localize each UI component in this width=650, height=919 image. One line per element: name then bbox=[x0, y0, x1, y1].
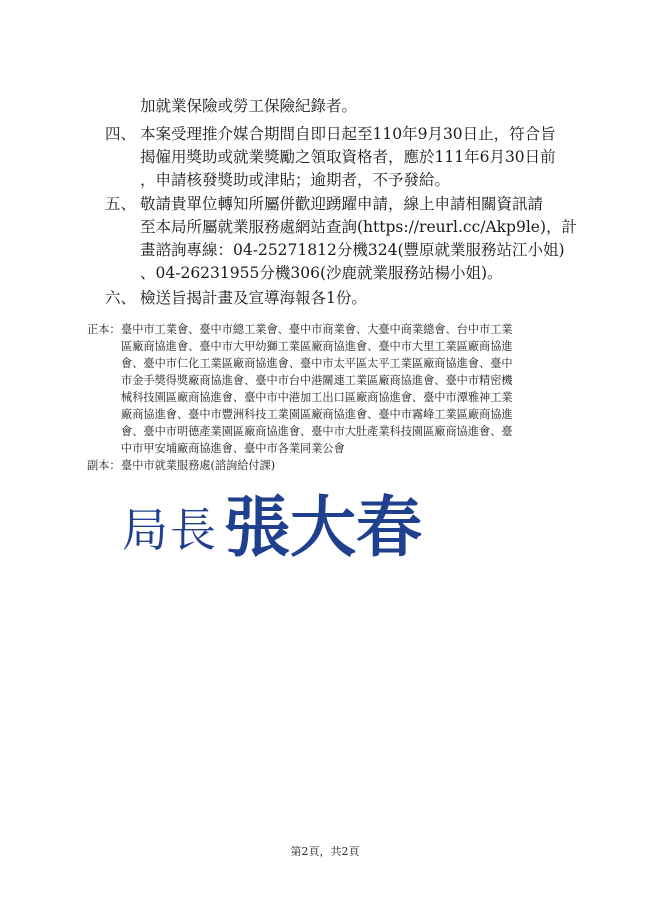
primary-recipients-line: 臺中市工業會、臺中市總工業會、臺中市商業會、大臺中商業總會、台中市工業 bbox=[121, 323, 513, 336]
copy-recipients-line: 臺中市就業服務處(諮詢給付課) bbox=[121, 459, 276, 472]
primary-recipients-line: 廠商協進會、臺中市豐洲科技工業園區廠商協進會、臺中市霧峰工業區廠商協進 bbox=[121, 408, 513, 421]
director-signature-stamp bbox=[120, 478, 450, 568]
item-6-line-1: 檢送旨揭計畫及宣導海報各1份。 bbox=[140, 289, 367, 307]
item-4-line-2: 揭僱用獎助或就業獎勵之領取資格者，應於111年6月30日前 bbox=[140, 148, 556, 166]
signature-name: 張大春 bbox=[224, 488, 422, 566]
primary-recipients-line: 區廠商協進會、臺中市大甲幼獅工業區廠商協進會、臺中市大里工業區廠商協進 bbox=[121, 340, 513, 353]
item-continuation-line: 加就業保險或勞工保險紀錄者。 bbox=[140, 97, 358, 115]
item-5-line-1: 敬請貴單位轉知所屬併歡迎踴躍申請，線上申請相關資訊請 bbox=[140, 195, 544, 213]
item-4-number: 四、 bbox=[105, 125, 137, 143]
copy-recipients-label: 副本： bbox=[87, 459, 121, 472]
page-indicator: 第2頁，共2頁 bbox=[290, 845, 360, 858]
item-4-line-1: 本案受理推介媒合期間自即日起至110年9月30日止，符合旨 bbox=[140, 125, 556, 143]
item-5-line-4: 、04-26231955分機306(沙鹿就業服務站楊小姐)。 bbox=[140, 264, 503, 282]
item-5-number: 五、 bbox=[105, 195, 137, 213]
primary-recipients-line: 械科技園區廠商協進會、臺中市中港加工出口區廠商協進會、臺中市潭雅神工業 bbox=[121, 391, 513, 404]
item-5-line-3: 畫諮詢專線：04-25271812分機324(豐原就業服務站江小姐) bbox=[140, 241, 565, 259]
primary-recipients-label: 正本： bbox=[87, 323, 121, 336]
item-4-line-3: ，申請核發獎助或津貼；逾期者，不予發給。 bbox=[140, 171, 451, 189]
primary-recipients-line: 市金手獎得獎廠商協進會、臺中市台中港關連工業區廠商協進會、臺中市精密機 bbox=[121, 374, 513, 387]
primary-recipients-line: 中市甲安埔廠商協進會、臺中市各業同業公會 bbox=[121, 442, 345, 455]
primary-recipients-line: 會、臺中市明德產業園區廠商協進會、臺中市大肚產業科技園區廠商協進會、臺 bbox=[121, 425, 513, 438]
item-5-line-2: 至本局所屬就業服務處網站查詢(https://reurl.cc/Akp9le)，計 bbox=[140, 218, 578, 236]
primary-recipients-line: 會、臺中市仁化工業區廠商協進會、臺中市太平區太平工業區廠商協進會、臺中 bbox=[121, 357, 513, 370]
signature-title: 局長 bbox=[122, 503, 218, 557]
item-6-number: 六、 bbox=[105, 289, 137, 307]
